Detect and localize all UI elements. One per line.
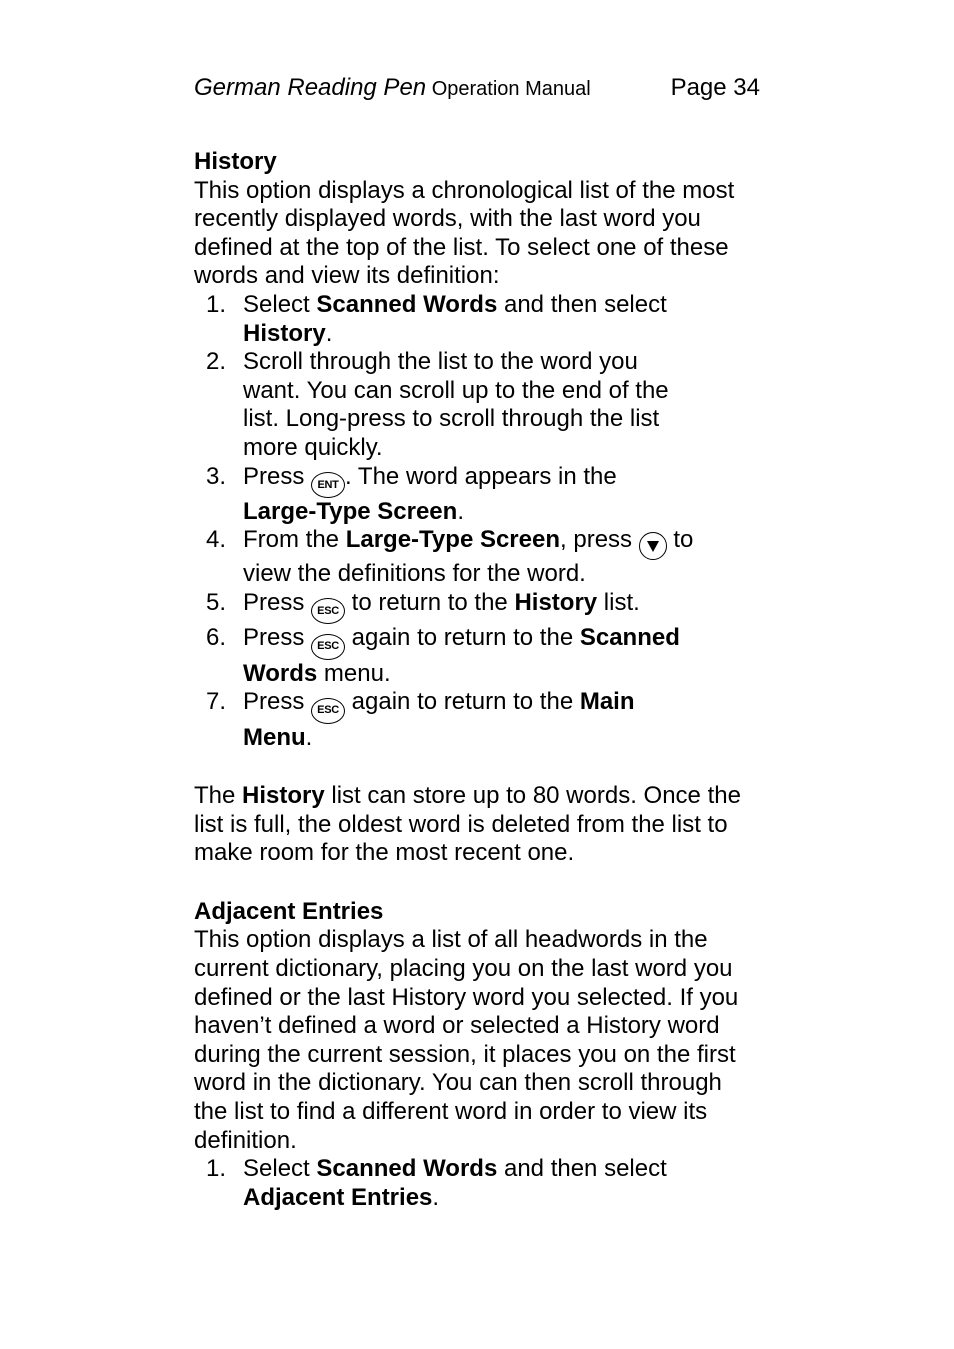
step-text: again to return to the — [345, 624, 580, 652]
page-header — [194, 74, 760, 106]
step-text: . — [457, 497, 464, 525]
step-text: Press — [243, 589, 312, 617]
step-number: 3. — [206, 462, 227, 490]
step-text: , press — [560, 526, 639, 554]
step-text: . — [432, 1183, 440, 1211]
step-number: 1. — [206, 290, 227, 318]
manual-title-rest: Operation Manual — [426, 78, 591, 100]
ent-key-icon: ENT — [311, 472, 345, 498]
step-bold: Large-Type Screen — [345, 526, 561, 554]
step-bold: Main Menu — [243, 688, 635, 751]
history-step-6 — [194, 624, 713, 688]
esc-key-icon: ESC — [311, 698, 345, 724]
step-text: to return to the — [345, 589, 515, 617]
history-step-2 — [194, 348, 695, 462]
step-text: list. — [597, 589, 640, 617]
step-text: Press — [243, 462, 312, 490]
step-text: again to return to the — [345, 688, 580, 716]
step-text: Press — [243, 624, 312, 652]
history-step-5 — [194, 589, 733, 624]
step-bold: Adjacent Entries — [243, 1183, 433, 1211]
history-step-4 — [194, 526, 733, 589]
step-text: and then select — [497, 1155, 667, 1183]
adjacent-steps — [194, 1155, 764, 1212]
step-number: 2. — [206, 348, 227, 376]
adjacent-step-1 — [194, 1155, 713, 1212]
step-text: Select — [243, 1155, 317, 1183]
step-bold: Large-Type Screen — [243, 497, 458, 525]
esc-key-icon: ESC — [311, 598, 345, 624]
step-number: 5. — [206, 589, 227, 617]
step-bold: Scanned Words — [316, 290, 498, 318]
step-text: From the — [243, 526, 346, 554]
step-number: 6. — [206, 624, 227, 652]
history-step-1 — [194, 291, 713, 348]
adjacent-intro: This option displays a list of all headwords in the current dictionary, placing you on the last word you defined or the last History word you selected. If you haven’t defined a word or selected a History word during the current session, it places you on the first word in the dictionary. You can then scroll through the list to find a different word in order to view its definition. — [194, 926, 739, 1154]
step-number: 1. — [206, 1155, 227, 1183]
history-intro: This option displays a chronological list of the most recently displayed words, with the last word you defined at the top of the list. To select one of these words and view its definition: — [194, 176, 735, 290]
step-text: . — [305, 723, 313, 751]
manual-title-italic: German Reading Pen — [194, 74, 427, 101]
step-number: 4. — [206, 526, 227, 554]
step-bold: Scanned Words — [243, 624, 680, 687]
note-text: The — [194, 782, 243, 810]
step-bold: History — [243, 319, 326, 347]
note-bold: History — [242, 782, 325, 810]
step-text: . The word appears in the — [345, 462, 617, 490]
history-heading: History — [194, 148, 277, 175]
page-content — [194, 148, 764, 1212]
step-text: Select — [243, 290, 317, 318]
adjacent-heading: Adjacent Entries — [194, 897, 384, 925]
history-step-7 — [194, 688, 673, 752]
step-text: . — [325, 319, 333, 347]
step-number: 7. — [206, 688, 227, 716]
step-bold: History — [514, 589, 598, 617]
history-steps — [194, 291, 764, 752]
step-text: and then select — [497, 290, 667, 318]
step-text: Scroll through the list to the word you want. You can scroll up to the end of the list. Long-press to scroll through the list more quickly. — [243, 348, 669, 461]
history-step-3 — [194, 463, 695, 527]
step-text: menu. — [317, 659, 391, 687]
page-number: Page 34 — [670, 74, 760, 101]
history-note — [194, 782, 764, 868]
step-text: Press — [243, 688, 312, 716]
down-arrow-key-icon — [639, 532, 667, 560]
step-text: to view the definitions for the word. — [243, 526, 694, 588]
note-text: list can store up to 80 words. Once the list is full, the oldest word is deleted from the list to make room for the most recent one. — [194, 782, 741, 867]
esc-key-icon: ESC — [311, 634, 345, 660]
step-bold: Scanned Words — [316, 1155, 498, 1183]
